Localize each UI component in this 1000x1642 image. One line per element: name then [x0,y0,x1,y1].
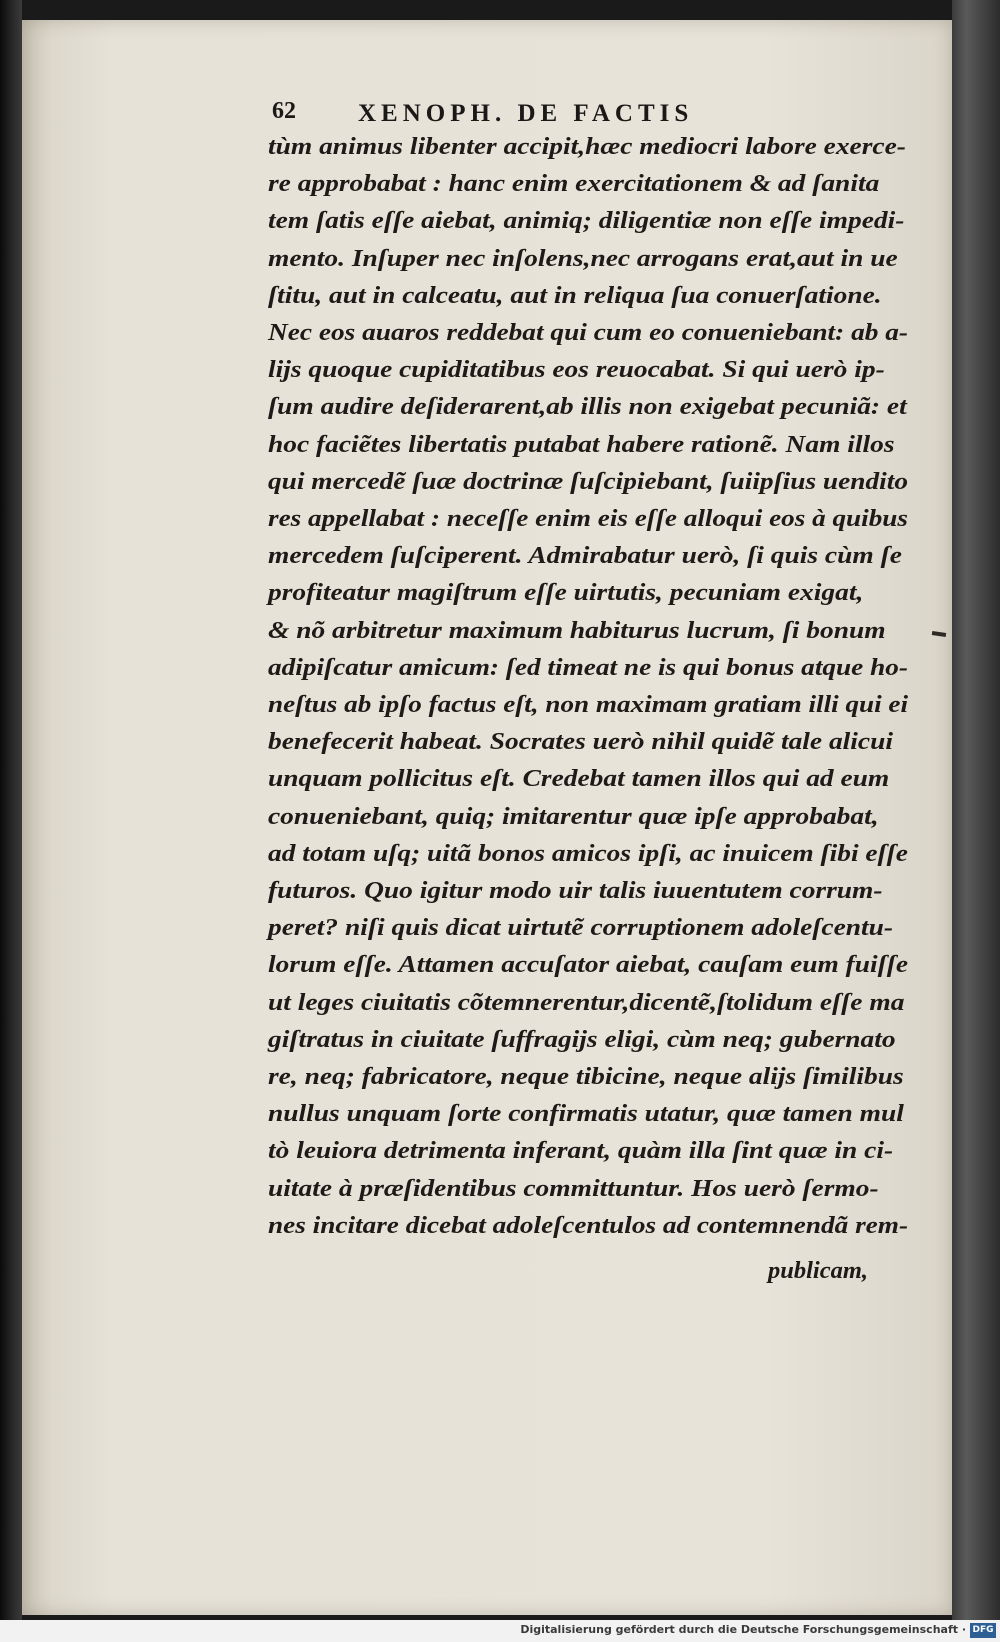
running-title: XENOPH. DE FACTIS [358,100,694,127]
text-line: mercedem ſuſciperent. Admirabatur uerò, ſi quis cùm ſe [268,542,902,570]
text-line: hoc faciẽtes libertatis putabat habere rationẽ. Nam illos [268,430,895,458]
text-line: re, neq; fabricatore, neque tibicine, neque alijs ſimilibus [268,1063,904,1091]
dfg-logo: DFG [970,1623,996,1638]
text-line: re approbabat : hanc enim exercitationem & ad ſanita [268,170,880,198]
text-line: Nec eos auaros reddebat qui cum eo conueniebant: ab a- [268,319,909,347]
text-line: neſtus ab ipſo factus eſt, non maximam gratiam illi qui ei [268,691,909,719]
text-line: ſum audire deſiderarent,ab illis non exigebat pecuniã: et [268,393,907,421]
text-line: tùm animus libenter accipit,hæc mediocri labore exerce- [268,133,906,160]
text-line: profiteatur magiſtrum eſſe uirtutis, pecuniam exigat, [268,579,864,607]
text-line: qui mercedẽ ſuæ doctrinæ ſuſcipiebant, ſuiipſius uendito [268,467,908,495]
text-line: conueniebant, quiq; imitarentur quæ ipſe approbabat, [268,802,879,830]
text-line: lorum eſſe. Attamen accuſator aiebat, cauſam eum fuiſſe [268,951,908,979]
text-line: nes incitare dicebat adoleſcentulos ad contemnendã rem- [268,1211,909,1239]
text-line: ad totam uſq; uitã bonos amicos ipſi, ac inuicem ſibi eſſe [268,839,908,867]
text-line: peret? niſi quis dicat uirtutẽ corruptionem adoleſcentu- [268,914,894,942]
catchword: publicam, [767,1257,868,1285]
text-line: giſtratus in ciuitate ſuffragijs eligi, cùm neq; gubernato [268,1025,896,1053]
text-line: mento. Inſuper nec inſolens,nec arrogans erat,aut in ue [268,244,898,272]
text-line: uitate à præſidentibus committuntur. Hos uerò ſermo- [268,1174,879,1202]
text-line: tò leuiora detrimenta inferant, quàm illa ſint quæ in ci- [268,1137,894,1165]
book-board-left [0,0,22,1620]
running-head [268,86,828,126]
text-line: & nõ arbitretur maximum habiturus lucrum, ſi bonum [268,616,886,644]
text-line: res appellabat : neceſſe enim eis eſſe alloqui eos à quibus [268,505,908,533]
text-line: nullus unquam ſorte confirmatis utatur, quæ tamen mul [268,1100,904,1128]
footer-bar [0,1620,1000,1642]
text-line: ut leges ciuitatis cõtemnerentur,dicentẽ,ſtolidum eſſe ma [268,988,905,1016]
funding-credit: Digitalisierung gefördert durch die Deutsche Forschungsgemeinschaft · [520,1623,966,1636]
text-line: lijs quoque cupiditatibus eos reuocabat. Si qui uerò ip- [268,356,885,384]
body-text [268,128,908,1289]
page-number: 62 [272,98,296,124]
text-line: unquam pollicitus eſt. Credebat tamen illos qui ad eum [268,765,890,793]
text-line: ſtitu, aut in calceatu, aut in reliqua ſua conuerſatione. [268,281,882,309]
text-line: adipiſcatur amicum: ſed timeat ne is qui bonus atque ho- [268,653,908,681]
text-line: benefecerit habeat. Socrates uerò nihil quidẽ tale alicui [268,728,894,756]
text-line: tem ſatis eſſe aiebat, animiq; diligentiæ non eſſe impedi- [268,207,905,235]
text-line: futuros. Quo igitur modo uir talis iuuentutem corrum- [268,877,883,905]
